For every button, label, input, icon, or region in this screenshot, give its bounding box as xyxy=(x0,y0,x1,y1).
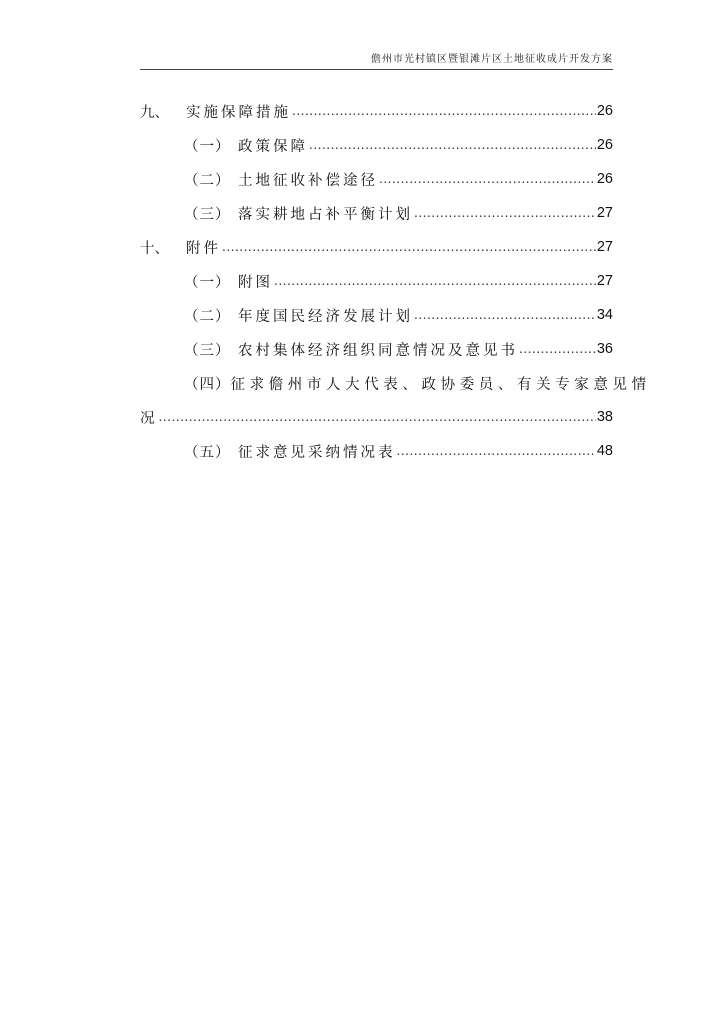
toc-entry-title: 落实耕地占补平衡计划 xyxy=(238,206,413,223)
toc-entry-page: 27 xyxy=(596,239,613,255)
toc-entry-title: 附图 xyxy=(238,274,273,291)
table-of-contents xyxy=(140,94,651,468)
toc-entry-title: 政策保障 xyxy=(238,138,308,155)
toc-entry-number: （一） xyxy=(184,138,231,155)
toc-entry-number: （三） xyxy=(184,342,231,359)
toc-entry[interactable] xyxy=(140,298,613,332)
dot-leader xyxy=(274,274,596,298)
toc-entry[interactable] xyxy=(140,230,613,264)
toc-entry-continuation[interactable] xyxy=(140,400,613,434)
header-rule xyxy=(140,69,613,70)
toc-entry-number: （一） xyxy=(184,274,231,291)
toc-entry-number: （四） xyxy=(184,376,231,393)
dot-leader xyxy=(379,172,596,196)
toc-entry[interactable] xyxy=(140,332,613,366)
toc-entry-title: 年度国民经济发展计划 xyxy=(238,308,413,325)
dot-leader xyxy=(159,410,596,434)
toc-entry-number: （三） xyxy=(184,206,231,223)
dot-leader xyxy=(292,104,596,128)
running-header: 儋州市光村镇区暨银滩片区土地征收成片开发方案 xyxy=(371,54,613,65)
toc-entry-title: 附件 xyxy=(186,240,221,257)
toc-entry-page: 38 xyxy=(596,409,613,425)
dot-leader xyxy=(222,240,596,264)
toc-entry-number: （二） xyxy=(184,308,231,325)
toc-entry-title: 农村集体经济组织同意情况及意见书 xyxy=(238,342,518,359)
dot-leader xyxy=(519,342,596,366)
toc-entry-number: 九、 xyxy=(140,104,169,121)
dot-leader xyxy=(414,206,596,230)
toc-entry-title: 实施保障措施 xyxy=(186,104,291,121)
toc-entry-page: 26 xyxy=(596,103,613,119)
toc-entry[interactable] xyxy=(140,434,613,468)
toc-entry[interactable] xyxy=(140,94,613,128)
toc-entry[interactable] xyxy=(140,128,613,162)
toc-entry-page: 26 xyxy=(596,171,613,187)
toc-entry[interactable] xyxy=(140,162,613,196)
toc-entry-page: 27 xyxy=(596,205,613,221)
toc-entry-title: 土地征收补偿途径 xyxy=(238,172,378,189)
toc-entry-title: 征求儋州市人大代表、政协委员、有关专家意见情 xyxy=(230,376,651,393)
toc-entry-page: 26 xyxy=(596,137,613,153)
toc-entry-number: （五） xyxy=(184,444,231,461)
toc-entry-wrapped[interactable] xyxy=(140,366,651,400)
toc-entry[interactable] xyxy=(140,196,613,230)
dot-leader xyxy=(414,308,596,332)
toc-entry-title-continuation: 况 xyxy=(140,410,158,427)
dot-leader xyxy=(309,138,596,162)
toc-entry[interactable] xyxy=(140,264,613,298)
toc-entry-page: 48 xyxy=(596,443,613,459)
toc-entry-page: 27 xyxy=(596,273,613,289)
toc-entry-title: 征求意见采纳情况表 xyxy=(238,444,396,461)
toc-entry-page: 34 xyxy=(596,307,613,323)
toc-entry-number: 十、 xyxy=(140,240,169,257)
toc-entry-page: 36 xyxy=(596,341,613,357)
toc-entry-number: （二） xyxy=(184,172,231,189)
dot-leader xyxy=(397,444,596,468)
